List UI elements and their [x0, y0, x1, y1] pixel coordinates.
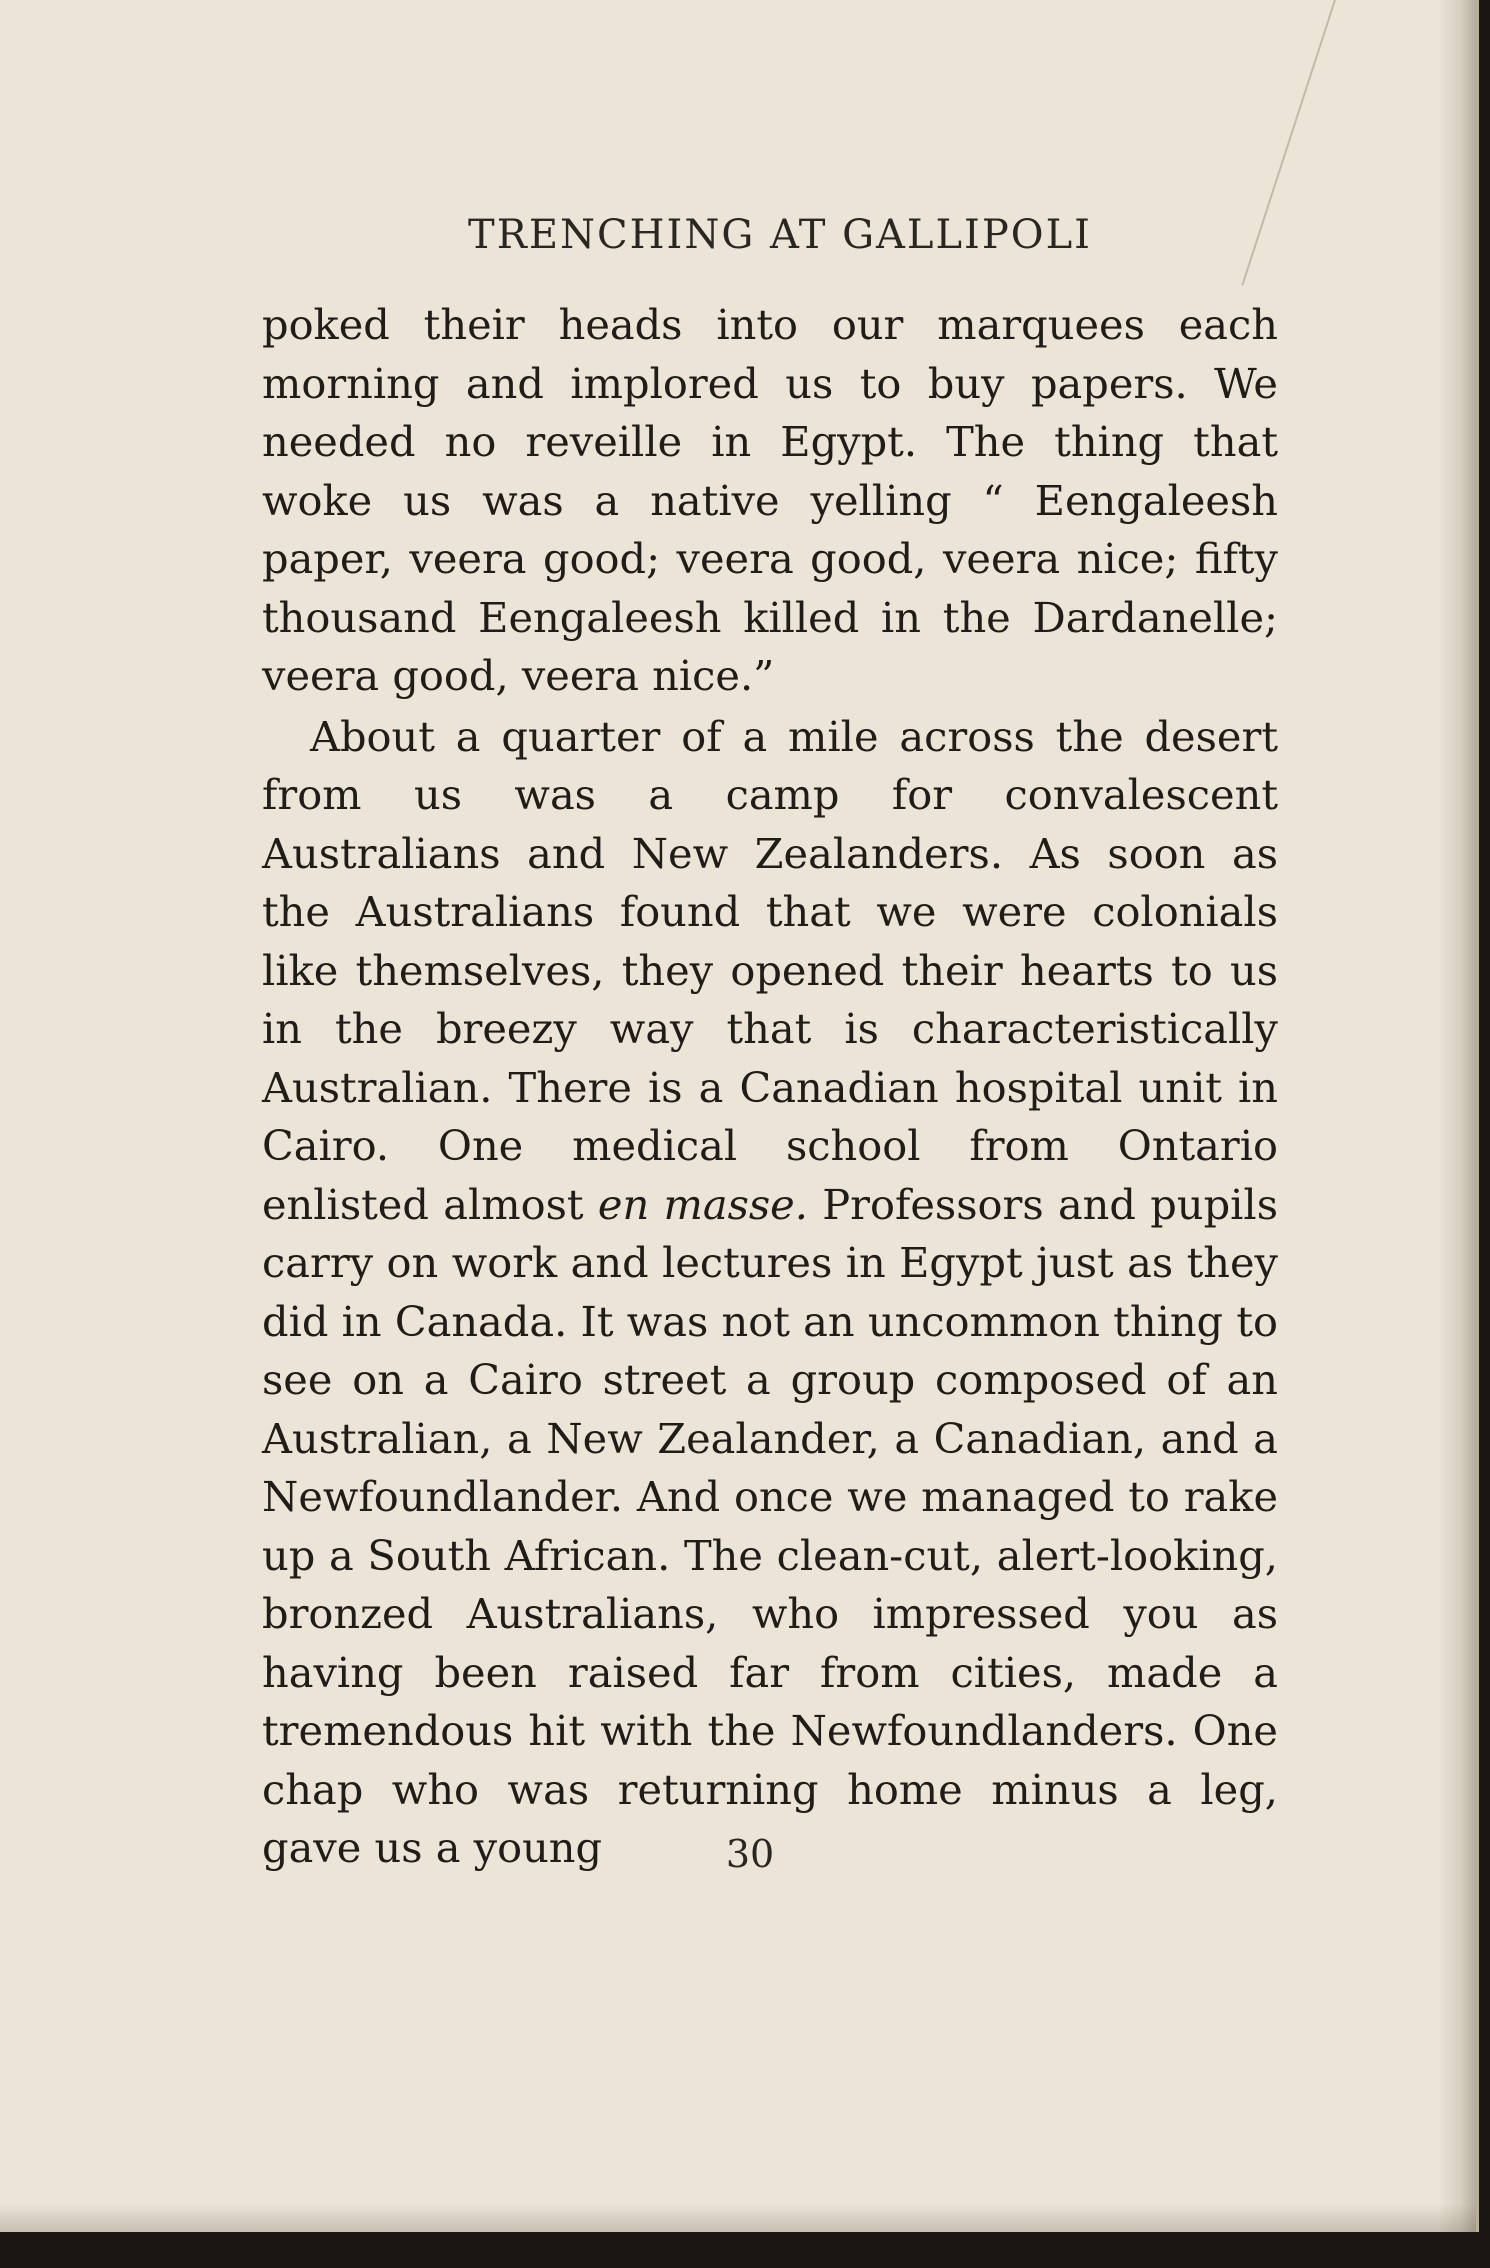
page-crease — [1241, 0, 1336, 286]
paragraph-1: poked their heads into our marquees each morning and implored us to buy papers. We needed no reveille in Egypt. The thing that woke us was a native yelling “ Eengaleesh paper, veera good; veera good, veera nice; fifty thousand Eengaleesh killed in the Dardanelle; veera good, veera nice.” — [262, 300, 1278, 700]
paragraph-2-part-1: About a quarter of a mile across the desert from us was a camp for convalescent Australians and New Zealanders. As soon as the Australians found that we were colonials like themselves, they opened their hearts to us in the breezy way that is characteristically Australian. There is a Canadian hospital unit in Cairo. One medical school from Ontario enlisted almost — [262, 711, 1278, 1229]
running-head: TRENCHING AT GALLIPOLI — [468, 212, 1092, 258]
paragraph-2-part-2: Professors and pupils carry on work and lectures in Egypt just as they did in Canada. It was not an uncommon thing to see on a Cairo street a group composed of an Australian, a New Zealander, a Canadian, and a Newfoundlander. And once we managed to rake up a South African. The clean-cut, alert-looking, bronzed Australians, who impressed you as having been raised far from cities, made a tremendous hit with the Newfoundlanders. One chap who was returning home minus a leg, gave us a young — [262, 1179, 1278, 1872]
page-number: 30 — [725, 1832, 775, 1876]
body-text — [262, 296, 1278, 1878]
paragraph-2 — [262, 708, 1278, 1878]
paragraph-2-italic: en masse. — [597, 1179, 808, 1229]
